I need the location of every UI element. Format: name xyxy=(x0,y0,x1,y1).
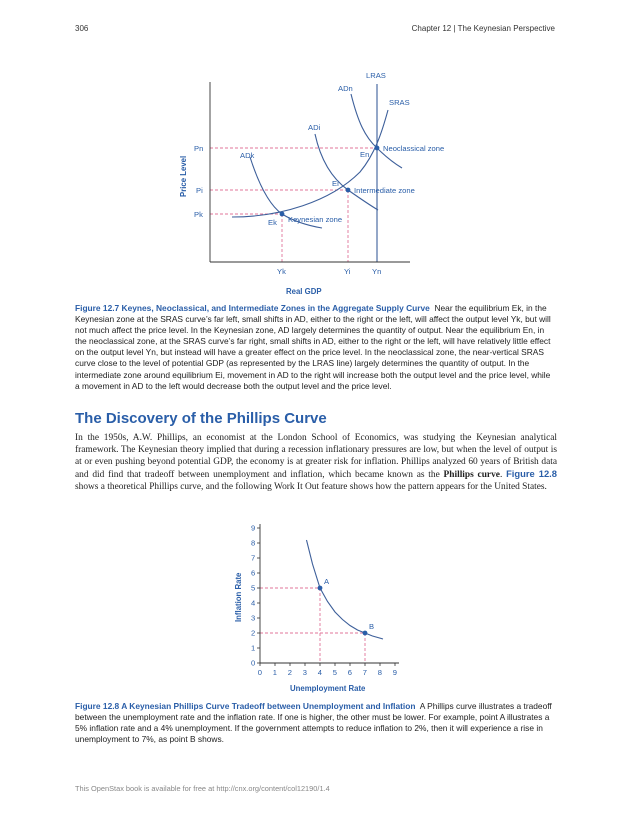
axis-label-unemployment-rate: Unemployment Rate xyxy=(290,684,366,693)
point-a xyxy=(318,586,323,591)
label-adk: ADk xyxy=(240,151,255,160)
figure-12-8-link[interactable]: Figure 12.8 xyxy=(506,468,557,479)
point-b xyxy=(363,631,368,636)
point-label-a: A xyxy=(324,577,330,586)
x-tick-label: 0 xyxy=(257,668,263,677)
figure-12-8-caption xyxy=(75,701,557,745)
label-keynesian-zone: Keynesian zone xyxy=(288,215,343,224)
figure-12-8-chart xyxy=(228,515,408,700)
axis-label-real-gdp: Real GDP xyxy=(286,287,322,296)
figure2-axes xyxy=(260,524,399,663)
point-ek xyxy=(280,212,285,217)
label-sras: SRAS xyxy=(389,98,410,107)
adi-curve xyxy=(315,134,378,210)
label-adi: ADi xyxy=(308,123,321,132)
guide-lines xyxy=(210,148,377,262)
ytick-pn: Pn xyxy=(194,144,204,153)
section-title: The Discovery of the Phillips Curve xyxy=(75,410,327,427)
label-neoclassical-zone: Neoclassical zone xyxy=(383,144,445,153)
y-tick-label: 8 xyxy=(251,538,256,548)
y-tick-label: 6 xyxy=(251,568,256,578)
label-ek: Ek xyxy=(268,218,277,227)
x-tick-label: 3 xyxy=(302,668,308,677)
point-label-b: B xyxy=(369,622,375,631)
x-tick-label: 4 xyxy=(317,668,323,677)
figure1-axes xyxy=(210,82,410,262)
y-tick-label: 0 xyxy=(251,658,256,668)
y-tick-label: 2 xyxy=(251,628,256,638)
x-tick-label: 8 xyxy=(377,668,383,677)
x-tick-label: 2 xyxy=(287,668,293,677)
figure-12-8-caption-title: Figure 12.8 A Keynesian Phillips Curve Tradeoff between Unemployment and Inflation xyxy=(75,701,416,711)
point-en xyxy=(375,146,380,151)
y-tick-label: 4 xyxy=(251,598,256,608)
label-ei: Ei xyxy=(332,179,339,188)
paragraph-text-continued: shows a theoretical Phillips curve, and the following Work It Out feature shows how the pattern appears for the United States. xyxy=(75,482,547,492)
y-tick-label: 9 xyxy=(251,523,256,533)
xtick-yi: Yi xyxy=(344,267,351,276)
label-en: En xyxy=(360,150,370,159)
label-lras: LRAS xyxy=(366,71,386,80)
x-tick-label: 7 xyxy=(362,668,368,677)
label-intermediate-zone: Intermediate zone xyxy=(354,186,415,195)
ytick-pk: Pk xyxy=(194,210,203,219)
axis-label-inflation-rate: Inflation Rate xyxy=(234,572,243,622)
y-tick-label: 1 xyxy=(251,643,256,653)
ytick-pi: Pi xyxy=(196,186,203,195)
xtick-yk: Yk xyxy=(277,267,286,276)
figure-12-7-caption-title: Figure 12.7 Keynes, Neoclassical, and Intermediate Zones in the Aggregate Supply Curve xyxy=(75,303,430,313)
chapter-header: Chapter 12 | The Keynesian Perspective xyxy=(411,24,555,33)
paragraph-period: . xyxy=(499,470,503,480)
axis-label-price-level: Price Level xyxy=(179,155,188,197)
figure-12-7-caption-text: Near the equilibrium Ek, in the Keynesian zone at the SRAS curve’s far left, small shifts in AD, either to the right or the left, will affect the output level Yk, but will not much affect the price level. In the Keynesian zone, AD largely determines the quantity of output. Near the equilibrium En, in the neoclassical zone, at the SRAS curve’s far right, small shifts in AD, either to the right or the left, will have relatively little effect on the output level Yn, but instead will have a greater effect on the price level. In the neoclassical zone, the near-vertical SRAS curve close to the level of potential GDP (as represented by the LRAS line) largely determines the quantity of output. In the intermediate zone around equilibrium Ei, movement in AD to the right will increase both the output level and the price level, while a movement in AD to the left would decrease both the output level and the price level. xyxy=(75,303,551,391)
y-tick-label: 7 xyxy=(251,553,256,563)
body-paragraph xyxy=(75,432,557,493)
figure-12-7-caption xyxy=(75,303,557,392)
footer-note: This OpenStax book is available for free at http://cnx.org/content/col12190/1.4 xyxy=(75,784,330,793)
y-tick-label: 5 xyxy=(251,583,256,593)
x-tick-label: 9 xyxy=(392,668,398,677)
figure-12-8-caption-text: A Phillips curve illustrates a tradeoff between the unemployment rate and the inflation rate. If one is higher, the other must be lower. For example, point A illustrates a 5% inflation rate and a 4% unemployment. If the government attempts to reduce inflation to 2%, then it will experience a rise in unemployment to 7%, as point B shows. xyxy=(75,701,552,745)
page-number: 306 xyxy=(75,24,89,33)
x-tick-label: 6 xyxy=(347,668,353,677)
point-ei xyxy=(346,188,351,193)
paragraph-text: In the 1950s, A.W. Phillips, an economist at the London School of Economics, was studying the Keynesian analytical framework. The Keynesian theory implied that during a recession inflationary pressures are low, but when the level of output is at or even pushing beyond potential GDP, the economy is at greater risk for inflation. Phillips analyzed 60 years of British data and did find that tradeoff between unemployment and inflation, which became known as the xyxy=(75,433,557,480)
x-tick-label: 5 xyxy=(332,668,338,677)
x-tick-label: 1 xyxy=(272,668,278,677)
y-tick-label: 3 xyxy=(251,613,256,623)
figure-12-7-chart xyxy=(170,62,470,302)
key-term-phillips-curve: Phillips curve xyxy=(443,470,500,480)
label-adn: ADn xyxy=(338,84,353,93)
xtick-yn: Yn xyxy=(372,267,382,276)
